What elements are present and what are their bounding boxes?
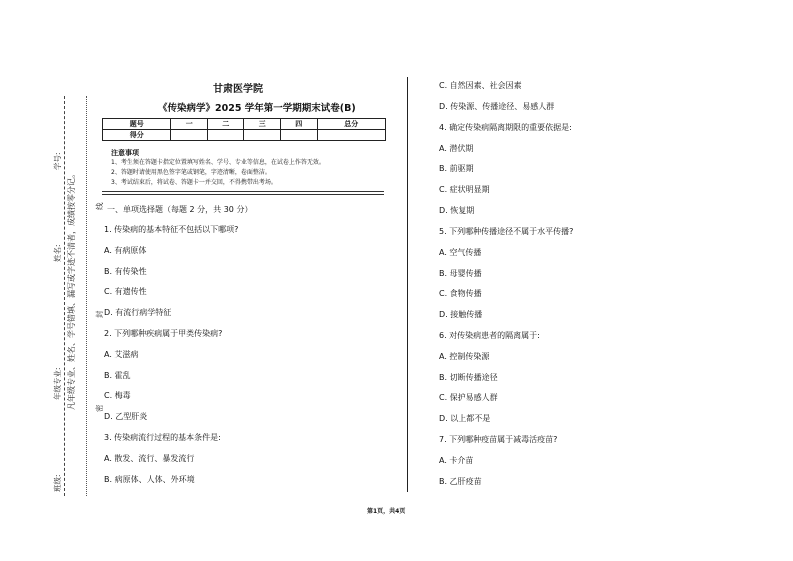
notice-item: 2、答题时请使用黑色签字笔或钢笔，字迹清晰，卷面整洁。 [111, 169, 271, 176]
option-text: D. 接触传播 [439, 310, 483, 319]
double-rule [102, 191, 384, 192]
option-text: B. 霍乱 [104, 371, 131, 380]
score-cell: 三 [244, 119, 281, 130]
score-cell: 得分 [103, 130, 171, 141]
option-text: A. 艾滋病 [104, 350, 139, 359]
page-number: 第1页，共4页 [367, 508, 406, 515]
option-text: D. 以上都不是 [439, 414, 491, 423]
option-text: C. 梅毒 [104, 391, 131, 400]
score-header-row [103, 119, 386, 130]
option-text: C. 有遗传性 [104, 287, 147, 296]
notice-block [111, 148, 325, 188]
score-cell [281, 130, 318, 141]
option-text: D. 乙型肝炎 [104, 412, 148, 421]
name-label: 姓名: [53, 244, 62, 262]
score-cell [171, 130, 208, 141]
option-text: B. 前驱期 [439, 164, 474, 173]
question-text: 1. 传染病的基本特征不包括以下哪项? [104, 225, 239, 234]
question-text: 7. 下列哪种疫苗属于减毒活疫苗? [439, 435, 558, 444]
option-text: D. 有流行病学特征 [104, 308, 172, 317]
school-label: 班级: [53, 474, 62, 492]
option-text: D. 传染源、传播途径、易感人群 [439, 102, 555, 111]
score-cell: 一 [171, 119, 208, 130]
option-text: B. 母婴传播 [439, 269, 482, 278]
score-cell: 总分 [317, 119, 385, 130]
question-text: 6. 对传染病患者的隔离属于: [439, 331, 540, 340]
option-text: A. 潜伏期 [439, 144, 474, 153]
notice-item: 3、考试结束后，将试卷、答题卡一并交回，不得携带出考场。 [111, 179, 277, 186]
option-text: D. 恢复期 [439, 206, 475, 215]
option-text: C. 保护易感人群 [439, 393, 498, 402]
section-heading: 一、单项选择题（每题 2 分，共 30 分） [107, 205, 253, 214]
score-table [102, 118, 386, 141]
seal-char-secret: 密 [95, 404, 104, 412]
score-cell [317, 130, 385, 141]
option-text: B. 乙肝疫苗 [439, 477, 482, 486]
notice-item: 1、考生须在答题卡指定位置填写姓名、学号、专业等信息，在试卷上作答无效。 [111, 159, 325, 166]
option-text: A. 卡介苗 [439, 456, 474, 465]
score-cell [207, 130, 244, 141]
column-divider [407, 77, 408, 492]
score-cell [244, 130, 281, 141]
question-text: 3. 传染病流行过程的基本条件是: [104, 433, 221, 442]
option-text: B. 病原体、人体、外环境 [104, 475, 195, 484]
binding-strip [0, 0, 104, 561]
option-text: A. 有病原体 [104, 246, 147, 255]
seal-char-line: 线 [95, 202, 104, 210]
cut-line [64, 96, 65, 496]
option-text: A. 散发、流行、暴发流行 [104, 454, 195, 463]
option-text: B. 有传染性 [104, 267, 147, 276]
question-text: 2. 下列哪种疾病属于甲类传染病? [104, 329, 223, 338]
double-rule [102, 194, 384, 195]
question-text: 4. 确定传染病隔离期限的重要依据是: [439, 123, 572, 132]
score-value-row [103, 130, 386, 141]
score-cell: 四 [281, 119, 318, 130]
option-text: A. 空气传播 [439, 248, 482, 257]
option-text: B. 切断传播途径 [439, 373, 498, 382]
student-id-label: 学号: [53, 152, 62, 170]
school-name: 甘肃医学院 [213, 84, 263, 95]
option-text: C. 症状明显期 [439, 185, 490, 194]
major-label: 年级专业: [53, 367, 62, 400]
score-cell: 二 [207, 119, 244, 130]
option-text: C. 自然因素、社会因素 [439, 81, 522, 90]
exam-title: 《传染病学》2025 学年第一学期期末试卷(B) [158, 103, 356, 114]
seal-char-seal: 封 [95, 310, 104, 318]
notice-title: 注意事项 [111, 149, 139, 157]
question-text: 5. 下列哪种传播途径不属于水平传播? [439, 227, 574, 236]
binding-instruction: 凡年级专业、姓名、学号错填、漏写或字迹不清者，成绩按零分记。 [67, 170, 76, 410]
score-cell: 题号 [103, 119, 171, 130]
option-text: A. 控制传染源 [439, 352, 490, 361]
option-text: C. 食物传播 [439, 289, 482, 298]
seal-line [86, 96, 87, 496]
